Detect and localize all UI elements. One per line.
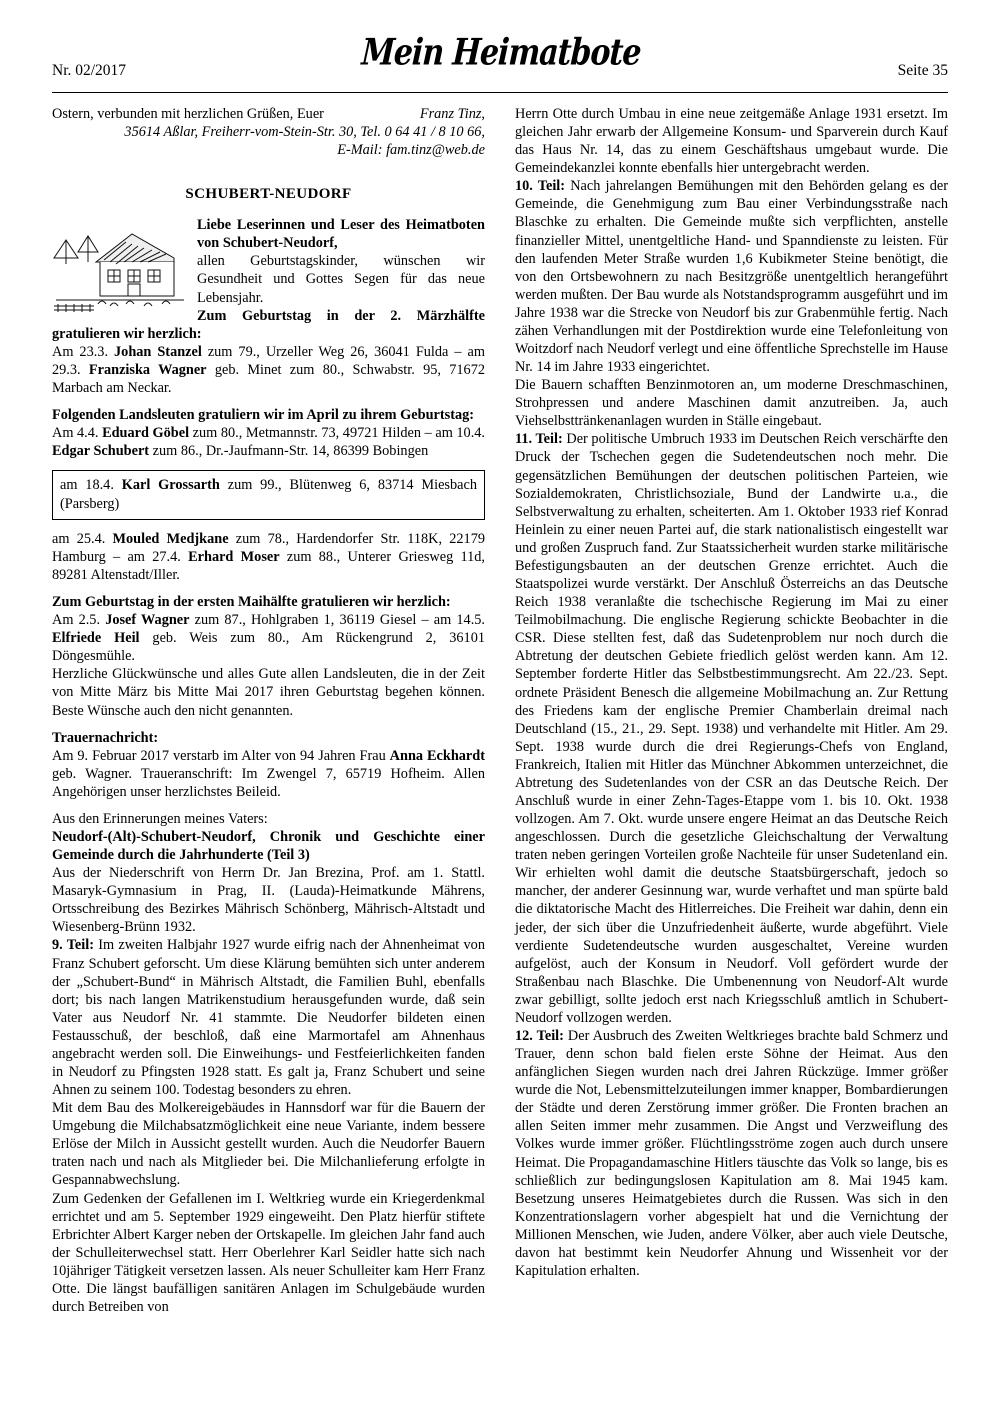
intro-heading: Liebe Leserinnen und Leser des Heimatboten von Schubert-Neudorf,	[197, 217, 485, 252]
april-entry-3-name: Mouled Medjkane	[112, 530, 229, 547]
memorial-paragraph: Zum Gedenken der Gefallenen im I. Weltkrieg wurde ein Kriegerdenkmal errichtet und am 5. September 1929 eingeweiht. Den Platz hierfür stiftete Erbrichter Albert Karger neben der Ortskapelle. Im gleichen Jahr fand auch der Schulleiterwechsel statt. Herr Oberlehrer Karl Seidler hatte sich nach 10jähriger Tätigkeit versetzen lassen. Als neuer Schulleiter kam Herr Franz Otte. Die längst baufälligen sanitären Anlagen im Schulgebäude wurden durch Betreiben von	[52, 1190, 485, 1316]
obituary-details: geb. Wagner. Traueranschrift: Im Zwengel 7, 65719 Hofheim. Allen Angehörigen unser herzlichstes Beileid.	[52, 765, 485, 800]
may-entry-2-name: Elfriede Heil	[52, 630, 140, 647]
april-entry-3-details: zum 78., Hardendorfer Str. 118K, 22179 Hamburg – am 27.4.	[52, 530, 485, 565]
left-column	[52, 105, 485, 1316]
may-entry-1-name: Josef Wagner	[105, 612, 190, 629]
may-entry-1-prefix: Am 2.5.	[52, 612, 106, 629]
part-10-text: Nach jahrelangen Bemühungen mit den Behörden gelang es der Gemeinde, die Genehmigung zum Bau einer Verbindungsstraße nach Blaschke zu erhalten. Die Gemeinde mußte sich verpflichten, anstelle finanzieller Mittel, unentgeltliche Hand- und Spanndienste zu leisten. Für den laufenden Meter Straße wurden 1,6 Kubikmeter Steine benötigt, die von den Ortsbewohnern zu nach Besitzgröße unentgeltlich herangeführt werden mußten. Der Bau wurde als Notstandsprogramm ausgeführt und im Jahre 1938 war die Strecke von Neudorf bis zur Grabenmühle fertig. Nach zähen Verhandlungen mit der Postdirektion wurde eine Telefonleitung von Woitzdorf nach Neudorf verlegt und eine öffentliche Sprechstelle im Hause Nr. 14 im Jahre 1933 eingerichtet.	[515, 178, 948, 376]
part-11-text: Der politische Umbruch 1933 im Deutschen Reich verschärfte den Druck der Tschechen gegen die Sudetendeutschen noch mehr. Die gegensätzlichen Bemühungen der deutschen politischen Parteien, wie Sozialdemokraten, Christlichsoziale, Bund der Landwirte u.a., die Selbstverwaltung zu erhalten, scheiterten. Am 1. Oktober 1933 rief Konrad Heinlein zu einer neuen Partei auf, die stark nationalistisch eingestellt war und großen Zuspruch fand. Zur Staatssicherheit wurden starke militärische Befestigungsbauten an der deutschen Grenze errichtet. Auch die Staatspolizei wurde verstärkt. Der Anschluß Österreichs an das Deutsche Reich 1938 veranlaßte die tschechische Regierung im Mai zu einer Teilmobilmachung. Die englische Regierung schickte Beobachter in die CSR. Diese stellten fest, daß das Sudetenproblem nur noch durch die Abtretung der deutschen Gebiete friedlich gelöst werden kann. Am 12. September forderte Hitler das Selbstbestimmungsrecht. Am 22./23. Sept. ordnete Präsident Benesch die allgemeine Mobilmachung an. Zur Rettung des Friedens kam der englische Premier Chamberlain dreimal nach Deutschland (15., 21., 29. Sept. 1938) und verhandelte mit Hitler. Am 29. Sept. 1938 wurde durch die drei Regierungs-Chefs von England, Frankreich, Italien mit Hitler das Münchner Abkommen unterzeichnet, die Abtretung des Sudetenlandes von der CSR an das Deutsche Reich. Der Anschluß wurde in einer Zehn-Tages-Etappe vom 1. bis 10. Okt. 1938 vollzogen. Am 7. Okt. wurde unsere engere Heimat an das Deutsche Reich angeschlossen. Durch die gesetzliche Gleichschaltung der Verwaltung traten neben geringen Vorteilen große Nachteile für unser Sudetenland ein. Wir erhielten wohl damit die deutsche Staatsbürgerschaft, jedoch so mancher, der anderer Gesinnung war, wurde verhaftet und man spürte bald die diktatorische Macht des Hitlerreiches. Die Freiheit war dahin, denn ein jeder, der sich über die Unzufriedenheit äußerte, wurde abgeführt. Viele verdiente Sudetendeutsche wurden ausgeschaltet, Vereine wurden aufgelöst, auch der Konsum in Neudorf. Voll gefördert wurde der Straßenbau nach Blaschke. Die Umbenennung von Neudorf-Alt wurde zwar gebilligt, sollte jedoch erst nach Kriegsschluß amtlich in Schubert-Neudorf vollzogen werden.	[515, 431, 948, 1026]
part-9-text: Im zweiten Halbjahr 1927 wurde eifrig nach der Ahnenheimat von Franz Schubert geforscht. Um diese Klärung bemühten sich unter anderem der „Schubert-Bund“ in Mährisch Altstadt, die Familien Buhl, ebenfalls dort; bis nach langen Matrikenstudium herausgefunden wurde, daß sein Vater aus Neudorf Nr. 41 stammte. Die Neudorfer bildeten einen Festausschuß, der beschloß, daß eine Marmortafel am Ahnenhaus angebracht werden soll. Die Einweihungs- und Festfeierlichkeiten fanden in Neudorf zu Pfingsten 1928 statt. Es galt ja, Franz Schubert und seine Ahnen zu seinem 100. Todestag besonders zu ehren.	[52, 937, 485, 1099]
part-10-label: 10. Teil:	[515, 178, 566, 195]
section-title-schubert-neudorf: SCHUBERT-NEUDORF	[185, 186, 352, 203]
obituary-prefix: Am 9. Februar 2017 verstarb im Alter von 94 Jahren Frau	[52, 747, 390, 764]
right-column	[515, 105, 948, 1280]
chronicle-heading: Neudorf-(Alt)-Schubert-Neudorf, Chronik und Geschichte einer Gemeinde durch die Jahrhunderte (Teil 3)	[52, 828, 485, 864]
otte-paragraph: Herrn Otte durch Umbau in eine neue zeitgemäße Anlage 1931 ersetzt. Im gleichen Jahr erwarb der Allgemeine Konsum- und Sparverein durch Kauf das Haus Nr. 14, das zu einem Geschäftshaus umgebaut wurde. Die Gemeindekanzlei konnte ebenfalls hier untergebracht werden.	[515, 106, 948, 177]
may-entry-2-details: geb. Weis zum 80., Am Rückengrund 2, 36101 Döngesmühle.	[52, 630, 485, 665]
dairy-paragraph: Mit dem Bau des Molkereigebäudes in Hannsdorf war für die Bauern der Umgebung die Milchabsatzmöglichkeit eine neue Variante, indem bessere Erlöse der Milch in Aussicht gestellt wurden. Auch die Neudorfer Bauern traten nach und nach als Mitglieder bei. Die Milchanlieferung erfolgte in Gespannabwechslung.	[52, 1100, 485, 1189]
april-entry-1-prefix: Am 4.4.	[52, 425, 103, 442]
farmhouse-illustration-icon	[52, 218, 187, 314]
boxed-entry-name: Karl Grossarth	[121, 477, 220, 494]
march-entry-2-details: geb. Minet zum 80., Schwabstr. 95, 71672 Marbach am Neckar.	[52, 361, 485, 396]
april-birthdays-list-2	[52, 530, 485, 584]
may-entry-1-details: zum 87., Hohlgraben 1, 36119 Giesel – am 14.5.	[189, 612, 486, 629]
april-entry-1-name: Eduard Göbel	[102, 425, 190, 442]
header-divider	[52, 92, 948, 93]
part-12-paragraph	[515, 1027, 948, 1280]
march-entry-1-prefix: Am 23.3.	[52, 343, 115, 360]
two-column-body	[52, 105, 948, 1316]
part-12-label: 12. Teil:	[515, 1027, 564, 1044]
signature-name: Franz Tinz,	[419, 106, 485, 122]
april-entry-2-details: zum 86., Dr.-Jaufmann-Str. 14, 86399 Bobingen	[149, 443, 429, 460]
part-11-paragraph	[515, 430, 948, 1027]
signature-address: 35614 Aßlar, Freiherr-vom-Stein-Str. 30, Tel. 0 64 41 / 8 10 66,	[124, 124, 485, 141]
memoir-intro: Aus den Erinnerungen meines Vaters:	[52, 810, 268, 827]
intro-paragraph: allen Geburtstagskinder, wünschen wir Gesundheit und Gottes Segen für das neue Lebensjahr.	[197, 253, 485, 306]
intro-block	[52, 216, 485, 343]
april-entry-4-details: zum 88., Unterer Griesweg 11d, 89281 Altenstadt/Iller.	[52, 548, 486, 583]
best-wishes-paragraph: Herzliche Glückwünsche und alles Gute allen Landsleuten, die in der Zeit von Mitte März bis Mitte Mai 2017 ihren Geburtstag begehen können. Beste Wünsche auch den nicht genannten.	[52, 666, 485, 719]
masthead	[52, 31, 948, 86]
may-birthdays-list	[52, 611, 485, 665]
farmers-paragraph: Die Bauern schafften Benzinmotoren an, um moderne Dreschmaschinen, Strohpressen und andere Maschinen damit anzutreiben. Ja, auch Viehselbsttränkenanlagen wurden in Ställe eingebaut.	[515, 377, 948, 430]
april-entry-1-details: zum 80., Metmannstr. 73, 49721 Hilden – am 10.4.	[189, 425, 485, 442]
part-9-paragraph	[52, 936, 485, 1099]
part-9-label: 9. Teil:	[52, 937, 94, 954]
boxed-entry-prefix: am 18.4.	[60, 477, 122, 494]
part-11-label: 11. Teil:	[515, 431, 563, 448]
boxed-entry-details: zum 99., Blütenweg 6, 83714 Miesbach (Parsberg)	[60, 477, 477, 512]
greeting-paragraph	[52, 105, 485, 123]
publication-logo-text: Mein Heimatbote	[360, 31, 642, 75]
april-entry-3-prefix: am 25.4.	[52, 530, 113, 547]
march-entry-1-details: zum 79., Urzeller Weg 26, 36041 Fulda – am 29.3.	[52, 343, 485, 378]
highlighted-birthday-box	[52, 470, 485, 520]
signature-email: E-Mail: fam.tinz@web.de	[337, 142, 485, 159]
obituary-heading: Trauernachricht:	[52, 729, 159, 746]
chronicle-source-paragraph: Aus der Niederschrift von Herrn Dr. Jan Brezina, Prof. am 1. Stattl. Masaryk-Gymnasium in Prag, II. (Lauda)-Heimatkunde Mährens, Ortsschreibung des Bezirkes Mährisch Schönberg, Mährisch-Altstadt und Wiesenberg-Brünn 1932.	[52, 865, 485, 936]
april-birthdays-heading: Folgenden Landsleuten gratuliern wir im April zu ihrem Geburtstag:	[52, 406, 475, 423]
part-12-text: Der Ausbruch des Zweiten Weltkrieges brachte bald Schmerz und Trauer, denn schon bald fielen erste Söhne der Heimat. Aus den anfänglichen Siegen wurden nach drei Jahren Rückzüge. Immer größer wurde die Not, Lebensmittelzuteilungen immer knapper, Bombardierungen der Städte und deren Zerstörung immer größer. Die Fronten brachen an allen Seiten immer mehr zusammen. Die Angst und Verzweiflung des Volkes wurde immer größer. Flüchtlingsströme zogen auch durch unsere Heimat. Die Propagandamaschine Hitlers täuschte das Volk so lange, bis es schließlich zur bedingungslosen Kapitulation am 8. Mai 1945 kam. Besetzung unseres Heimatgebietes durch die Russen. Was sich in den Konzentrationslagern vorher abgespielt hat und die Vernichtung der Millionen Menschen, wie Juden, andere Völker, aber auch viele Deutsche, davon hat bestimmt kein Neudorfer Ahnung und Wissenheit vor der Kapitulation erhalten.	[515, 1027, 948, 1279]
page-number: Seite 35	[897, 62, 948, 79]
obituary-name: Anna Eckhardt	[389, 747, 485, 764]
april-birthdays-list	[52, 424, 485, 460]
march-entry-2-name: Franziska Wagner	[88, 361, 207, 378]
march-birthdays-list	[52, 343, 485, 397]
obituary-paragraph	[52, 747, 485, 801]
april-entry-2-name: Edgar Schubert	[52, 443, 150, 460]
publication-logo	[360, 31, 642, 75]
issue-number: Nr. 02/2017	[52, 62, 127, 79]
may-birthdays-heading: Zum Geburtstag in der ersten Maihälfte gratulieren wir herzlich:	[52, 594, 451, 611]
april-entry-4-name: Erhard Moser	[188, 548, 280, 565]
part-10-paragraph	[515, 177, 948, 376]
march-entry-1-name: Johan Stanzel	[114, 343, 202, 360]
march-birthdays-heading: Zum Geburtstag in der 2. Märzhälfte gratulieren wir herzlich:	[52, 307, 485, 342]
greeting-text: Ostern, verbunden mit herzlichen Grüßen, Euer	[52, 106, 324, 122]
